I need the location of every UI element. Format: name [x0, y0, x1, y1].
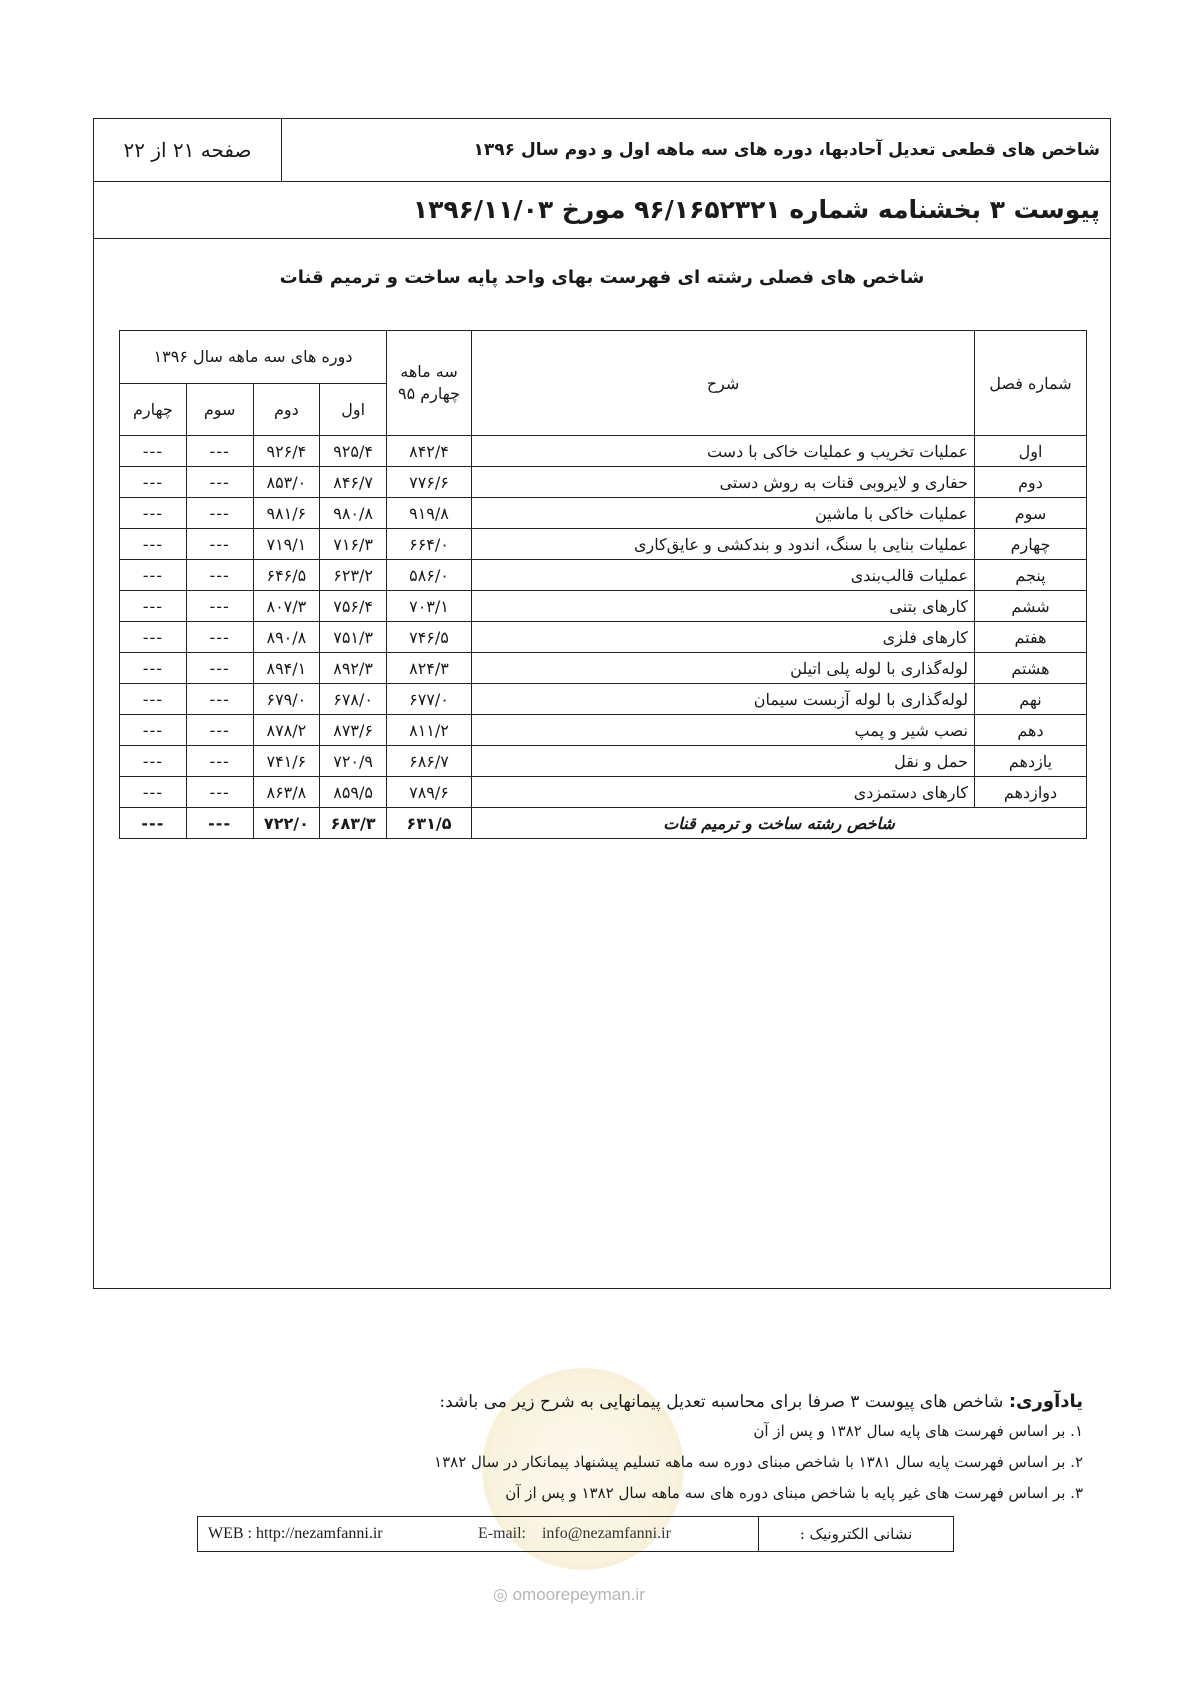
header-chapter: شماره فصل: [975, 331, 1087, 436]
table-row: [120, 560, 1087, 591]
cell-description: نصب شیر و پمپ: [472, 715, 975, 746]
cell-q2: ۹۲۶/۴: [253, 436, 320, 467]
cell-q2: ۹۸۱/۶: [253, 498, 320, 529]
cell-q3: ---: [186, 529, 253, 560]
header-base-line1: سه ماهه: [400, 362, 458, 381]
cell-description: کارهای دستمزدی: [472, 777, 975, 808]
cell-description: لوله‌گذاری با لوله آزبست سیمان: [472, 684, 975, 715]
table-body: [120, 436, 1087, 839]
cell-q1: ۶۷۸/۰: [320, 684, 387, 715]
cell-q4: ---: [120, 715, 187, 746]
table-row: [120, 715, 1087, 746]
header-row: [94, 119, 1110, 182]
cell-chapter: سوم: [975, 498, 1087, 529]
cell-chapter: چهارم: [975, 529, 1087, 560]
cell-chapter: یازدهم: [975, 746, 1087, 777]
cell-q1: ۸۴۶/۷: [320, 467, 387, 498]
cell-q4: ---: [120, 777, 187, 808]
cell-q2: ۷۱۹/۱: [253, 529, 320, 560]
cell-q3: ---: [186, 591, 253, 622]
total-q1: ۶۸۳/۳: [320, 808, 387, 839]
cell-q3: ---: [186, 436, 253, 467]
cell-q4: ---: [120, 746, 187, 777]
table-row: [120, 436, 1087, 467]
cell-description: عملیات بنایی با سنگ، اندود و بندکشی و عایق‌کاری: [472, 529, 975, 560]
cell-q3: ---: [186, 622, 253, 653]
cell-q1: ۸۵۹/۵: [320, 777, 387, 808]
cell-base: ۵۸۶/۰: [387, 560, 472, 591]
cell-base: ۸۴۲/۴: [387, 436, 472, 467]
cell-q4: ---: [120, 622, 187, 653]
contact-label: نشانی الکترونیک :: [758, 1517, 953, 1551]
note-item: ۲. بر اساس فهرست پایه سال ۱۳۸۱ با شاخص مبنای دوره سه ماهه تسلیم پیشنهاد پیمانکار در سال ۱۳۸۲: [434, 1453, 1083, 1471]
cell-chapter: هفتم: [975, 622, 1087, 653]
cell-q4: ---: [120, 498, 187, 529]
cell-q2: ۸۶۳/۸: [253, 777, 320, 808]
total-q3: ---: [186, 808, 253, 839]
table-row: [120, 498, 1087, 529]
cell-q1: ۷۱۶/۳: [320, 529, 387, 560]
cell-q1: ۷۵۱/۳: [320, 622, 387, 653]
cell-q1: ۷۲۰/۹: [320, 746, 387, 777]
notes-heading: یادآوری:: [1008, 1391, 1083, 1412]
cell-description: کارهای فلزی: [472, 622, 975, 653]
cell-q2: ۸۷۸/۲: [253, 715, 320, 746]
cell-chapter: هشتم: [975, 653, 1087, 684]
cell-description: عملیات خاکی با ماشین: [472, 498, 975, 529]
cell-q4: ---: [120, 436, 187, 467]
total-base: ۶۳۱/۵: [387, 808, 472, 839]
cell-q1: ۹۲۵/۴: [320, 436, 387, 467]
cell-base: ۷۴۶/۵: [387, 622, 472, 653]
cell-q4: ---: [120, 653, 187, 684]
header-title: شاخص های قطعی تعدیل آحادبها، دوره های سه ماهه اول و دوم سال ۱۳۹۶: [473, 140, 1100, 160]
email-link[interactable]: E-mail: info@nezamfanni.ir: [478, 1525, 671, 1542]
page-number: صفحه ۲۱ از ۲۲: [94, 119, 282, 181]
globe-icon: ◎: [493, 1585, 508, 1604]
total-row: [120, 808, 1087, 839]
cell-q1: ۸۷۳/۶: [320, 715, 387, 746]
attachment-title: پیوست ۳ بخشنامه شماره ۹۶/۱۶۵۲۳۲۱ مورخ ۱۳۹۶/۱۱/۰۳: [412, 195, 1100, 224]
cell-q2: ۸۹۰/۸: [253, 622, 320, 653]
header-base-period: [387, 331, 472, 436]
cell-base: ۷۰۳/۱: [387, 591, 472, 622]
cell-q4: ---: [120, 529, 187, 560]
cell-base: ۸۱۱/۲: [387, 715, 472, 746]
total-q2: ۷۲۲/۰: [253, 808, 320, 839]
table-row: [120, 746, 1087, 777]
website-link[interactable]: WEB : http://nezamfanni.ir: [208, 1525, 383, 1542]
cell-q1: ۹۸۰/۸: [320, 498, 387, 529]
table-row: [120, 622, 1087, 653]
cell-q1: ۷۵۶/۴: [320, 591, 387, 622]
cell-base: ۶۷۷/۰: [387, 684, 472, 715]
cell-chapter: دوم: [975, 467, 1087, 498]
cell-q4: ---: [120, 467, 187, 498]
cell-description: حمل و نقل: [472, 746, 975, 777]
cell-base: ۷۸۹/۶: [387, 777, 472, 808]
cell-description: لوله‌گذاری با لوله پلی اتیلن: [472, 653, 975, 684]
table-row: [120, 467, 1087, 498]
cell-q1: ۶۲۳/۲: [320, 560, 387, 591]
cell-chapter: اول: [975, 436, 1087, 467]
attachment-title-row: [94, 181, 1110, 239]
cell-description: حفاری و لایروبی قنات به روش دستی: [472, 467, 975, 498]
table-row: [120, 653, 1087, 684]
notes-intro: شاخص های پیوست ۳ صرفا برای محاسبه تعدیل پیمانهایی به شرح زیر می باشد:: [439, 1392, 1009, 1412]
footer-site-text: omoorepeyman.ir: [512, 1585, 645, 1604]
cell-q3: ---: [186, 777, 253, 808]
document-frame: [93, 118, 1111, 1289]
cell-q3: ---: [186, 653, 253, 684]
table-row: [120, 684, 1087, 715]
cell-base: ۷۷۶/۶: [387, 467, 472, 498]
cell-base: ۹۱۹/۸: [387, 498, 472, 529]
table-title: شاخص های فصلی رشته ای فهرست بهای واحد پایه ساخت و ترمیم قنات: [279, 267, 925, 288]
cell-q2: ۶۴۶/۵: [253, 560, 320, 591]
cell-q2: ۶۷۹/۰: [253, 684, 320, 715]
cell-q4: ---: [120, 684, 187, 715]
header-q3: سوم: [186, 383, 253, 436]
total-description: شاخص رشته ساخت و ترمیم قنات: [472, 808, 1087, 839]
cell-chapter: نهم: [975, 684, 1087, 715]
cell-q3: ---: [186, 467, 253, 498]
cell-base: ۸۲۴/۳: [387, 653, 472, 684]
header-base-line2: چهارم ۹۵: [397, 384, 461, 403]
index-table: [119, 330, 1087, 839]
cell-chapter: دهم: [975, 715, 1087, 746]
header-q2: دوم: [253, 383, 320, 436]
notes-section: [323, 1388, 1083, 1509]
note-item: ۳. بر اساس فهرست های غیر پایه با شاخص مبنای دوره های سه ماهه سال ۱۳۸۲ و پس از آن: [505, 1484, 1083, 1502]
header-q4: چهارم: [120, 383, 187, 436]
cell-q2: ۷۴۱/۶: [253, 746, 320, 777]
cell-q3: ---: [186, 560, 253, 591]
cell-q1: ۸۹۲/۳: [320, 653, 387, 684]
table-row: [120, 591, 1087, 622]
cell-q4: ---: [120, 591, 187, 622]
cell-q2: ۸۰۷/۳: [253, 591, 320, 622]
cell-q2: ۸۹۴/۱: [253, 653, 320, 684]
cell-chapter: دوازدهم: [975, 777, 1087, 808]
cell-description: کارهای بتنی: [472, 591, 975, 622]
cell-chapter: ششم: [975, 591, 1087, 622]
cell-q4: ---: [120, 560, 187, 591]
cell-q3: ---: [186, 746, 253, 777]
cell-q3: ---: [186, 715, 253, 746]
cell-q3: ---: [186, 498, 253, 529]
cell-description: عملیات تخریب و عملیات خاکی با دست: [472, 436, 975, 467]
total-q4: ---: [120, 808, 187, 839]
header-q1: اول: [320, 383, 387, 436]
table-row: [120, 529, 1087, 560]
header-quarters-group: دوره های سه ماهه سال ۱۳۹۶: [120, 331, 387, 384]
contact-box: [197, 1516, 954, 1552]
cell-base: ۶۸۶/۷: [387, 746, 472, 777]
header-description: شرح: [472, 331, 975, 436]
cell-q3: ---: [186, 684, 253, 715]
note-item: ۱. بر اساس فهرست های پایه سال ۱۳۸۲ و پس از آن: [753, 1422, 1083, 1440]
notes-heading-line: [323, 1388, 1083, 1416]
cell-chapter: پنجم: [975, 560, 1087, 591]
footer-site: [493, 1585, 645, 1605]
cell-q2: ۸۵۳/۰: [253, 467, 320, 498]
cell-description: عملیات قالب‌بندی: [472, 560, 975, 591]
cell-base: ۶۶۴/۰: [387, 529, 472, 560]
table-row: [120, 777, 1087, 808]
